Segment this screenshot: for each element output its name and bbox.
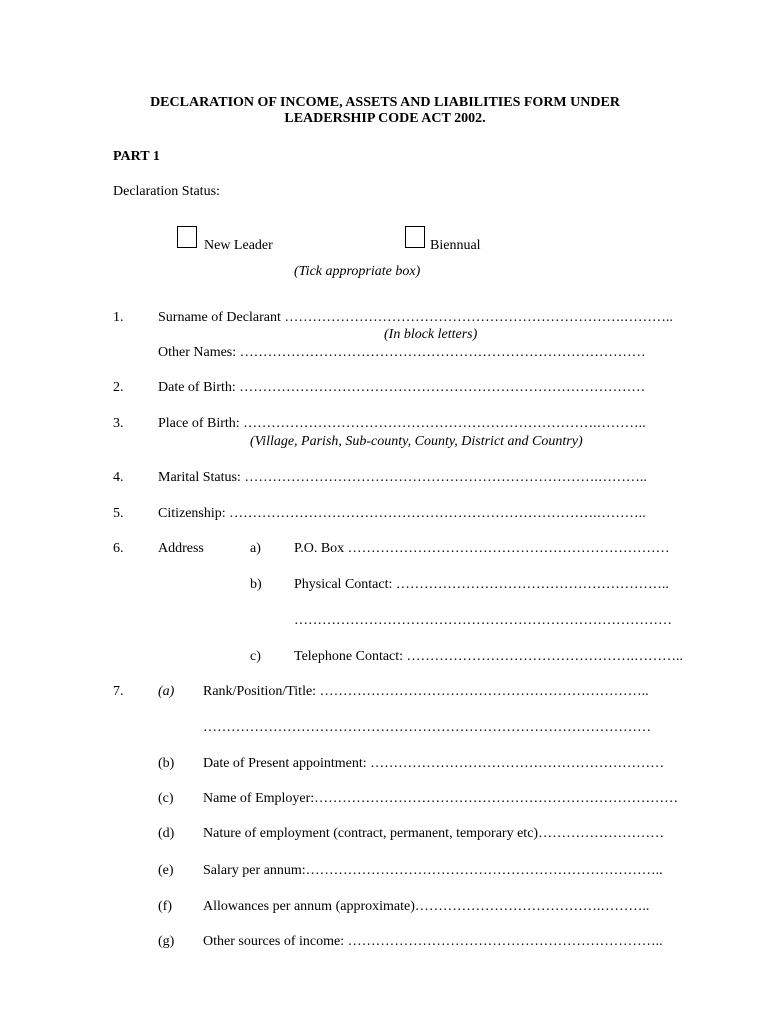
item-number-6: 6. bbox=[113, 541, 124, 556]
place-of-birth-hint: (Village, Parish, Sub-county, County, District and Country) bbox=[250, 434, 583, 449]
item-number-4: 4. bbox=[113, 470, 124, 485]
sub-b-label: (b) bbox=[158, 756, 175, 771]
address-label: Address bbox=[158, 541, 204, 556]
sub-d-label: (d) bbox=[158, 826, 175, 841]
salary-field[interactable]: Salary per annum:………………………………………………………………….. bbox=[203, 863, 663, 878]
new-leader-label: New Leader bbox=[204, 238, 273, 253]
employer-field[interactable]: Name of Employer:…………………………………………………………………… bbox=[203, 791, 679, 806]
item-number-7: 7. bbox=[113, 684, 124, 699]
sub-f-label: (f) bbox=[158, 899, 172, 914]
rank-position-title-field[interactable]: Rank/Position/Title: …………………………………………………………….. bbox=[203, 684, 649, 699]
sub-c-label: (c) bbox=[158, 791, 174, 806]
form-title-line2: LEADERSHIP CODE ACT 2002. bbox=[284, 111, 486, 126]
block-letters-hint: (In block letters) bbox=[384, 327, 478, 342]
date-of-birth-field[interactable]: Date of Birth: …………………………………………………………………………… bbox=[158, 380, 646, 395]
citizenship-field[interactable]: Citizenship: …………………………………………………………………….……….. bbox=[158, 506, 646, 521]
other-income-field[interactable]: Other sources of income: ………………………………………………………….. bbox=[203, 934, 663, 949]
place-of-birth-field[interactable]: Place of Birth: ………………………………………………………………….……….. bbox=[158, 416, 646, 431]
nature-of-employment-field[interactable]: Nature of employment (contract, permanent, temporary etc)……………………… bbox=[203, 826, 665, 841]
form-title-line1: DECLARATION OF INCOME, ASSETS AND LIABILITIES FORM UNDER bbox=[150, 95, 620, 110]
sub-g-label: (g) bbox=[158, 934, 175, 949]
address-sub-a: a) bbox=[250, 541, 261, 556]
new-leader-checkbox[interactable] bbox=[177, 226, 197, 248]
other-names-field[interactable]: Other Names: …………………………………………………………………………… bbox=[158, 345, 646, 360]
marital-status-field[interactable]: Marital Status: ………………………………………………………………….……….. bbox=[158, 470, 647, 485]
biennual-label: Biennual bbox=[430, 238, 481, 253]
present-appointment-field[interactable]: Date of Present appointment: ……………………………………………………… bbox=[203, 756, 665, 771]
tick-hint: (Tick appropriate box) bbox=[294, 264, 421, 279]
declaration-status-label: Declaration Status: bbox=[113, 184, 220, 199]
item-number-1: 1. bbox=[113, 310, 124, 325]
telephone-contact-field[interactable]: Telephone Contact: ………………………………………….……….. bbox=[294, 649, 684, 664]
item-number-2: 2. bbox=[113, 380, 124, 395]
sub-e-label: (e) bbox=[158, 863, 174, 878]
rank-continuation-field[interactable]: …………………………………………………………………………………… bbox=[203, 720, 651, 735]
physical-contact-continuation[interactable]: ……………………………………………………………………… bbox=[294, 613, 672, 628]
biennual-checkbox[interactable] bbox=[405, 226, 425, 248]
allowances-field[interactable]: Allowances per annum (approximate)………………………………….……….. bbox=[203, 899, 650, 914]
item-number-3: 3. bbox=[113, 416, 124, 431]
po-box-field[interactable]: P.O. Box …………………………………………………………… bbox=[294, 541, 670, 556]
part-heading: PART 1 bbox=[113, 149, 160, 164]
sub-a-label: (a) bbox=[158, 684, 175, 699]
physical-contact-field[interactable]: Physical Contact: ………………………………………………….. bbox=[294, 577, 669, 592]
address-sub-c: c) bbox=[250, 649, 261, 664]
item-number-5: 5. bbox=[113, 506, 124, 521]
address-sub-b: b) bbox=[250, 577, 262, 592]
surname-field[interactable]: Surname of Declarant ……………………………………………………………….……….. bbox=[158, 310, 673, 325]
